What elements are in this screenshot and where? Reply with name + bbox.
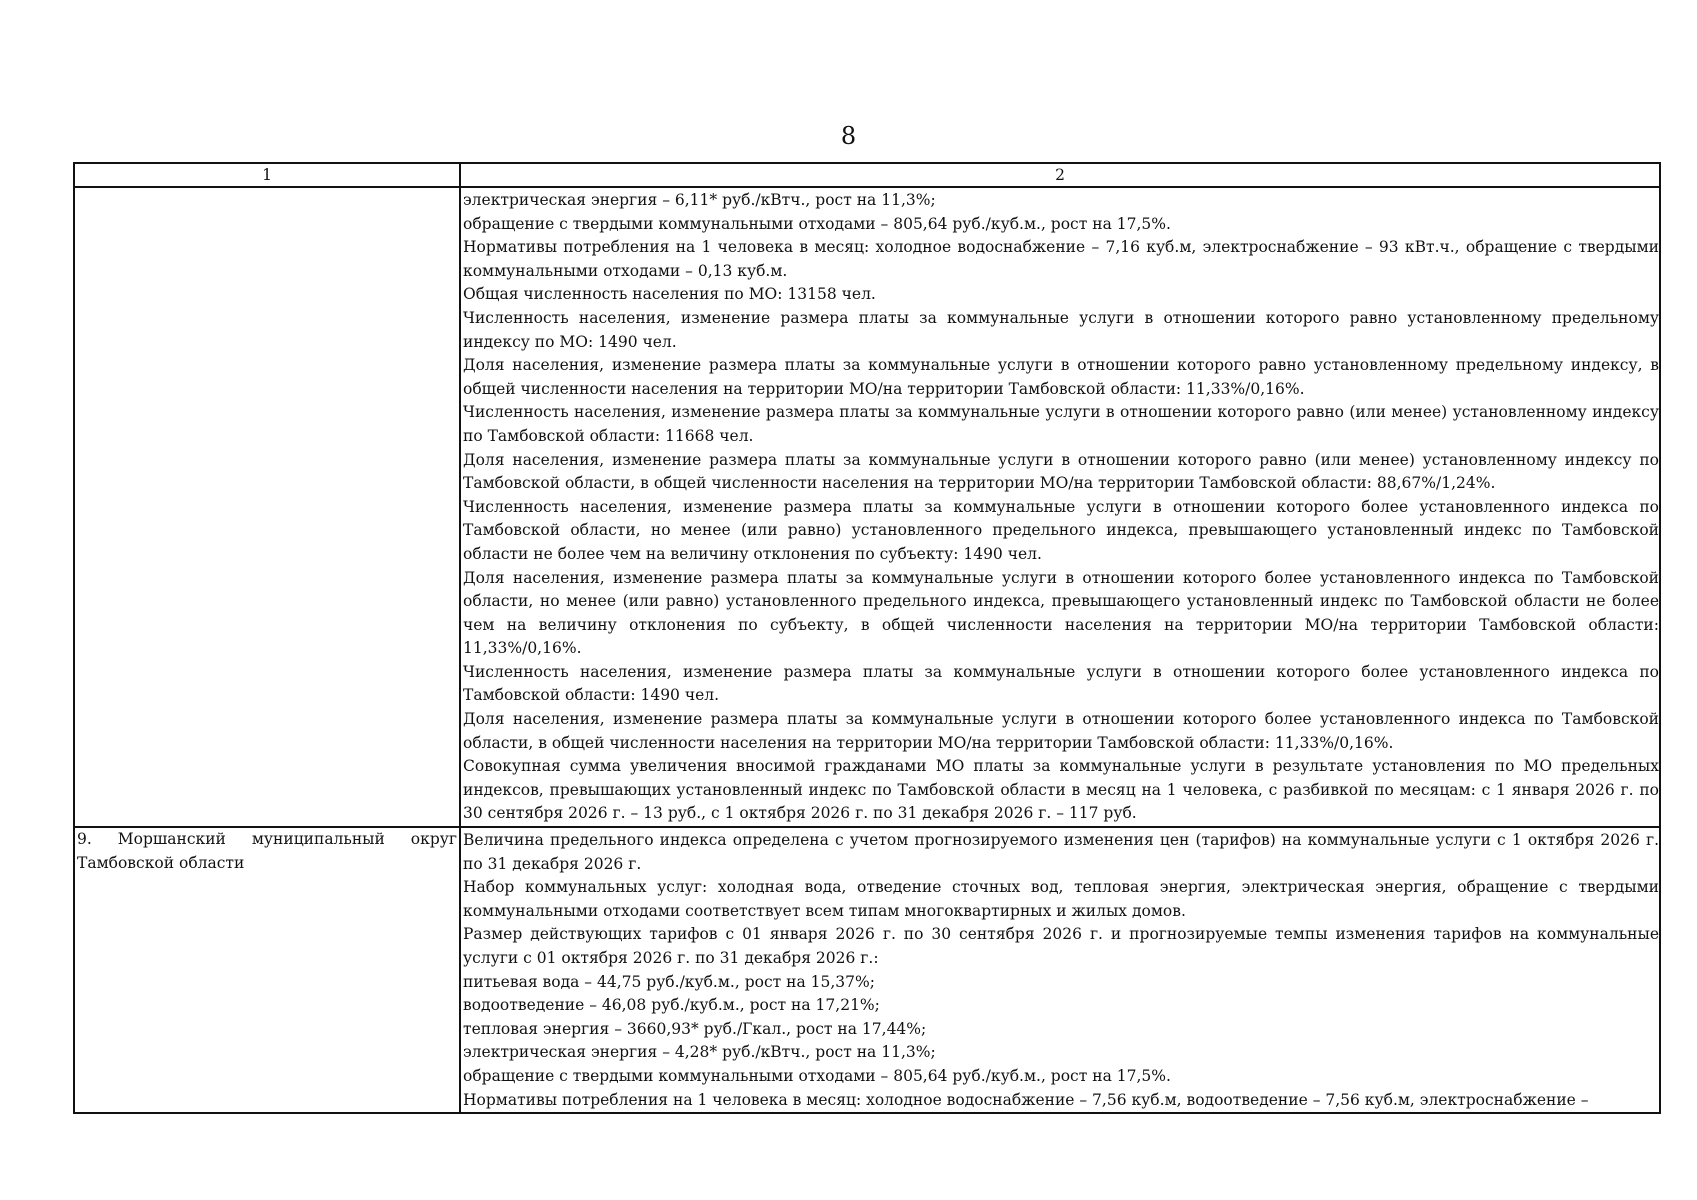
paragraph: Численность населения, изменение размера платы за коммунальные услуги в отношении которого более установленного индекса по Тамбовской области, но менее (или равно) установленного предельного индекса, превышающего установленный индекс по Тамбовской области не более чем на величину отклонения по субъекту: 1490 чел. <box>463 497 1659 563</box>
paragraph: Численность населения, изменение размера платы за коммунальные услуги в отношении которого равно установленному предельному индексу по МО: 1490 чел. <box>463 308 1659 351</box>
column-header-2: 2 <box>460 163 1660 187</box>
paragraph: Доля населения, изменение размера платы за коммунальные услуги в отношении которого равно (или менее) установленному индексу по Тамбовской области, в общей численности населения на территории МО/на территории Тамбовской области: 88,67%/1,24%. <box>463 450 1659 493</box>
paragraph: Общая численность населения по МО: 13158 чел. <box>463 285 876 304</box>
paragraph: Нормативы потребления на 1 человека в месяц: холодное водоснабжение – 7,56 куб.м, водоотведение – 7,56 куб.м, электроснабжение – <box>463 1090 1589 1109</box>
region-cell <box>74 827 460 1113</box>
paragraph: Размер действующих тарифов с 01 января 2026 г. по 30 сентября 2026 г. и прогнозируемые темпы изменения тарифов на коммунальные услуги с 01 октября 2026 г. по 31 декабря 2026 г.: <box>463 925 1659 967</box>
table-row <box>74 187 1660 827</box>
column-header-1: 1 <box>74 163 460 187</box>
details-cell <box>460 187 1660 827</box>
tariff-table <box>73 162 1661 1114</box>
region-name: 9. Моршанский муниципальный округ Тамбовской области <box>77 830 457 872</box>
paragraph: Нормативы потребления на 1 человека в месяц: холодное водоснабжение – 7,16 куб.м, электроснабжение – 93 кВт.ч., обращение с твердыми коммунальными отходами – 0,13 куб.м. <box>463 238 1659 280</box>
paragraph: Величина предельного индекса определена с учетом прогнозируемого изменения цен (тарифов) на коммунальные услуги с 1 октября 2026 г. по 31 декабря 2026 г. <box>463 831 1659 873</box>
page-number: 8 <box>840 122 857 150</box>
details-cell <box>460 827 1660 1113</box>
paragraph: обращение с твердыми коммунальными отходами – 805,64 руб./куб.м., рост на 17,5%. <box>463 214 1171 233</box>
paragraph: электрическая энергия – 6,11* руб./кВтч., рост на 11,3%; <box>463 191 936 209</box>
paragraph: Доля населения, изменение размера платы за коммунальные услуги в отношении которого более установленного индекса по Тамбовской области, но менее (или равно) установленного предельного индекса, превышающего установленный индекс по Тамбовской области не более чем на величину отклонения по субъекту, в общей численности населения на территории МО/на территории Тамбовской области: 11,33%/0,16%. <box>463 568 1659 658</box>
table-header-row <box>74 163 1660 187</box>
paragraph: электрическая энергия – 4,28* руб./кВтч., рост на 11,3%; <box>463 1043 936 1062</box>
paragraph: Набор коммунальных услуг: холодная вода, отведение сточных вод, тепловая энергия, электрическая энергия, обращение с твердыми коммунальными отходами соответствует всем типам многоквартирных и жилых домов. <box>463 878 1659 920</box>
paragraph: Совокупная сумма увеличения вносимой гражданами МО платы за коммунальные услуги в результате установления по МО предельных индексов, превышающих установленный индекс по Тамбовской области в месяц на 1 человека, с разбивкой по месяцам: с 1 января 2026 г. по 30 сентября 2026 г. – 13 руб., с 1 октября 2026 г. по 31 декабря 2026 г. – 117 руб. <box>463 757 1659 823</box>
paragraph: питьевая вода – 44,75 руб./куб.м., рост на 15,37%; <box>463 972 875 991</box>
table-row <box>74 827 1660 1113</box>
paragraph: Доля населения, изменение размера платы за коммунальные услуги в отношении которого равно установленному предельному индексу, в общей численности населения на территории МО/на территории Тамбовской области: 11,33%/0,16%. <box>463 356 1659 398</box>
paragraph: Численность населения, изменение размера платы за коммунальные услуги в отношении которого равно (или менее) установленному индексу по Тамбовской области: 11668 чел. <box>463 403 1659 445</box>
paragraph: водоотведение – 46,08 руб./куб.м., рост на 17,21%; <box>463 996 880 1015</box>
paragraph: Доля населения, изменение размера платы за коммунальные услуги в отношении которого более установленного индекса по Тамбовской области, в общей численности населения на территории МО/на территории Тамбовской области: 11,33%/0,16%. <box>463 710 1659 752</box>
paragraph: обращение с твердыми коммунальными отходами – 805,64 руб./куб.м., рост на 17,5%. <box>463 1066 1171 1085</box>
paragraph: Численность населения, изменение размера платы за коммунальные услуги в отношении которого более установленного индекса по Тамбовской области: 1490 чел. <box>463 662 1659 705</box>
paragraph: тепловая энергия – 3660,93* руб./Гкал., рост на 17,44%; <box>463 1019 927 1038</box>
region-cell <box>74 187 460 827</box>
